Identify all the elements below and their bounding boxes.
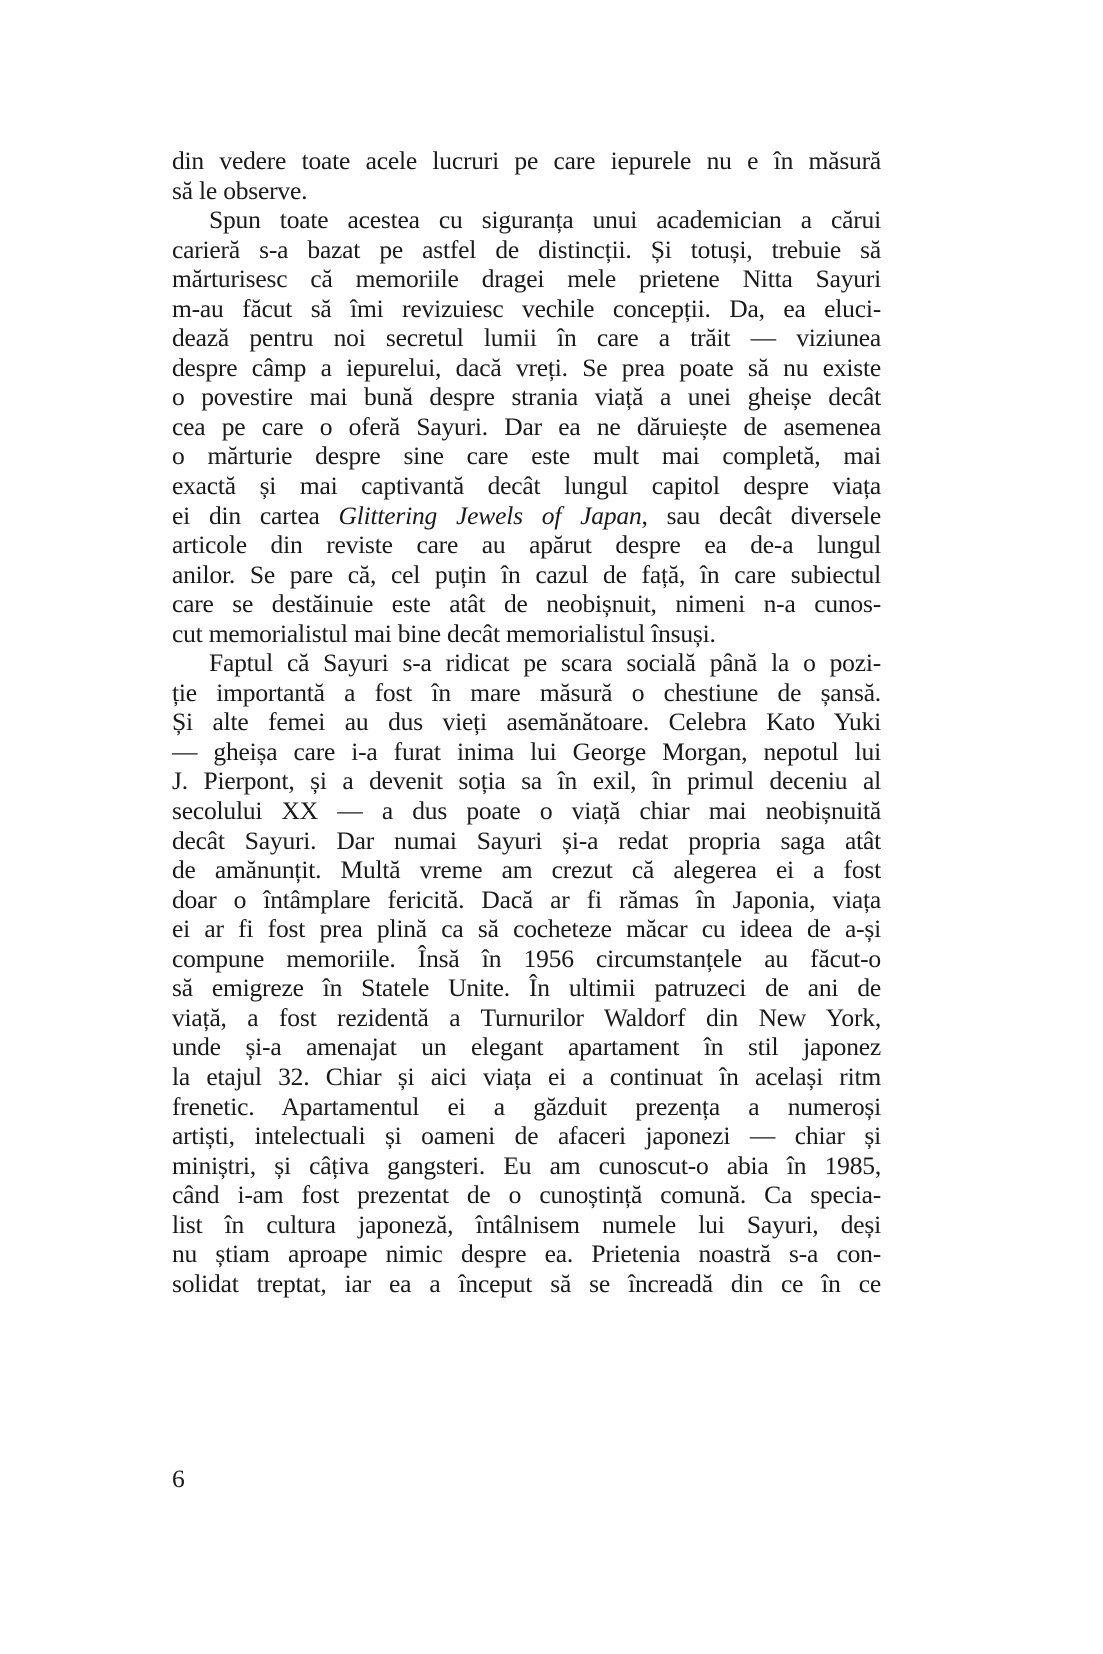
text-line: care se destăinuie este atât de neobișnuit, nimeni n-a cunos- [172, 589, 881, 619]
text-line: de amănunțit. Multă vreme am crezut că alegerea ei a fost [172, 855, 881, 885]
text-line: carieră s-a bazat pe astfel de distincții. Și totuși, trebuie să [172, 234, 881, 264]
text-line: compune memoriile. Însă în 1956 circumstanțele au făcut-o [172, 943, 881, 973]
text-line: la etajul 32. Chiar și aici viața ei a continuat în același ritm [172, 1061, 881, 1091]
text-line: frenetic. Apartamentul ei a găzduit prezența a numeroși [172, 1091, 881, 1121]
page-body-text [172, 146, 881, 1298]
text-line: doar o întâmplare fericită. Dacă ar fi rămas în Japonia, viața [172, 884, 881, 914]
text-line: J. Pierpont, și a devenit soția sa în exil, în primul deceniu al [172, 766, 881, 796]
text-line: miniștri, și câțiva gangsteri. Eu am cunoscut-o abia în 1985, [172, 1150, 881, 1180]
text-line: anilor. Se pare că, cel puțin în cazul de față, în care subiectul [172, 559, 881, 589]
text-line: despre câmp a iepurelui, dacă vreți. Se prea poate să nu existe [172, 352, 881, 382]
text-line: Faptul că Sayuri s-a ridicat pe scara socială până la o pozi- [209, 648, 881, 678]
text-line: ție importantă a fost în mare măsură o chestiune de șansă. [172, 677, 881, 707]
text-line: dează pentru noi secretul lumii în care a trăit — viziunea [172, 323, 881, 353]
text-line: când i-am fost prezentat de o cunoștință comună. Ca specia- [172, 1180, 881, 1210]
text-line: nu știam aproape nimic despre ea. Prietenia noastră s-a con- [172, 1239, 881, 1269]
text-line: să le observe. [172, 175, 308, 205]
text-line: ei ar fi fost prea plină ca să cocheteze măcar cu ideea de a-și [172, 914, 881, 944]
text-line: artiști, intelectuali și oameni de afaceri japonezi — chiar și [172, 1121, 881, 1151]
text-line: să emigreze în Statele Unite. În ultimii patruzeci de ani de [172, 973, 881, 1003]
text-line: — gheișa care i-a furat inima lui George Morgan, nepotul lui [172, 736, 881, 766]
text-line-with-book-title [172, 501, 881, 531]
text-line: mărturisesc că memoriile dragei mele prietene Nitta Sayuri [172, 264, 881, 294]
text-line: articole din reviste care au apărut despre ea de-a lungul [172, 530, 881, 560]
text-line: exactă și mai captivantă decât lungul capitol despre viața [172, 471, 881, 501]
text-line: cea pe care o oferă Sayuri. Dar ea ne dăruiește de asemenea [172, 411, 881, 441]
text-line: list în cultura japoneză, întâlnisem numele lui Sayuri, deși [172, 1209, 881, 1239]
text-line: m-au făcut să îmi revizuiesc vechile concepții. Da, ea eluci- [172, 293, 881, 323]
text-line: Și alte femei au dus vieți asemănătoare. Celebra Kato Yuki [172, 707, 881, 737]
text-line: solidat treptat, iar ea a început să se încreadă din ce în ce [172, 1268, 881, 1298]
text-line: unde și-a amenajat un elegant apartament în stil japonez [172, 1032, 881, 1062]
text-segment: ei din cartea [172, 500, 339, 530]
text-line: o mărturie despre sine care este mult mai completă, mai [172, 441, 881, 471]
text-line: decât Sayuri. Dar numai Sayuri și-a redat propria saga atât [172, 825, 881, 855]
text-line: din vedere toate acele lucruri pe care iepurele nu e în măsură [172, 146, 881, 175]
text-line: secolului XX — a dus poate o viață chiar mai neobișnuită [172, 796, 881, 826]
text-line: Spun toate acestea cu siguranța unui academician a cărui [209, 205, 881, 235]
text-segment: , sau decât diversele [641, 500, 881, 530]
text-line: cut memorialistul mai bine decât memorialistul însuși. [172, 618, 716, 648]
book-title: Glittering Jewels of Japan [338, 500, 642, 530]
page-number: 6 [172, 1464, 185, 1493]
text-line: o povestire mai bună despre strania viață a unei gheișe decât [172, 382, 881, 412]
text-line: viață, a fost rezidentă a Turnurilor Waldorf din New York, [172, 1002, 881, 1032]
